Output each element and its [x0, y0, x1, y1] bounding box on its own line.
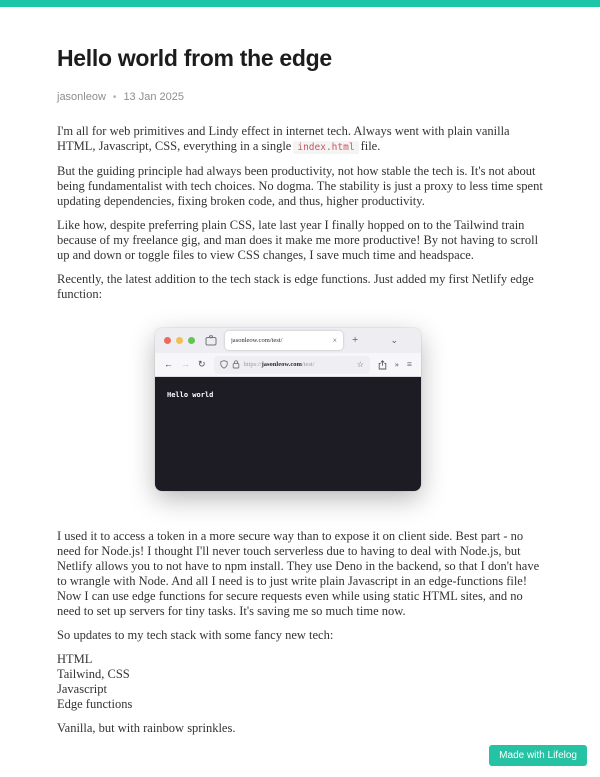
- post-container: [57, 45, 545, 736]
- back-icon: ←: [164, 359, 173, 369]
- tech-stack-list: [57, 652, 545, 712]
- top-accent-bar: [0, 0, 600, 7]
- share-icon: [378, 360, 387, 370]
- url-domain: jasonleow.com: [261, 361, 302, 368]
- paragraph-updates: So updates to my tech stack with some fancy new tech:: [57, 628, 334, 642]
- made-with-lifelog-badge[interactable]: Made with Lifelog: [489, 745, 587, 766]
- browser-tab-bar: [155, 328, 421, 353]
- url-protocol: https://: [243, 361, 262, 368]
- lock-icon: [232, 360, 240, 369]
- byline: [57, 91, 545, 103]
- traffic-lights: [164, 337, 195, 344]
- close-window-icon: [164, 337, 171, 344]
- article-body: [57, 124, 545, 736]
- paragraph-intro-tail: file.: [360, 139, 381, 153]
- shield-icon: [220, 360, 228, 369]
- firefox-view-icon: [205, 335, 217, 346]
- post-date: 13 Jan 2025: [123, 91, 184, 103]
- stack-item-html: HTML: [57, 652, 93, 666]
- tab-title: jasonleow.com/test/: [231, 337, 283, 344]
- stack-item-edge-functions: Edge functions: [57, 697, 133, 711]
- paragraph-edge-functions: Recently, the latest addition to the tech stack is edge functions. Just added my first Netlify edge function:: [57, 272, 534, 301]
- url-bar: [214, 356, 370, 374]
- browser-window-image: [155, 328, 421, 491]
- page-title: Hello world from the edge: [57, 45, 332, 71]
- tab-list-chevron-icon: ⌄: [390, 335, 398, 345]
- browser-viewport: [155, 377, 421, 491]
- paragraph-productivity: But the guiding principle had always been productivity, not how stable the tech is. It's not about being fundamentalist with tech choices. No dogma. The stability is just a proxy to less time spent updating dependencies, fixing broken code, and thus, higher productivity.: [57, 164, 543, 208]
- minimize-window-icon: [176, 337, 183, 344]
- paragraph-closing: Vanilla, but with rainbow sprinkles.: [57, 721, 236, 735]
- paragraph-token: I used it to access a token in a more secure way than to expose it on client side. Best part - no need for Node.js! I thought I'll never touch serverless due to having to deal with Node.js, but Netlify allows you to not have to npm install. They use Deno in the backend, so that I don't have to wrangle with Node. And all I need is to just write plain Javascript in an edge-functions file! Now I can use edge functions for secure requests even while using static HTML sites, and no need to set up servers for tiny tasks. It's saving me so much time now.: [57, 529, 540, 618]
- browser-toolbar: [155, 353, 421, 377]
- tab-close-icon: ×: [332, 335, 337, 345]
- author-name: jasonleow: [57, 91, 106, 103]
- paragraph-intro: [57, 124, 545, 155]
- bookmark-star-icon: ☆: [356, 359, 364, 369]
- paragraph-tailwind: Like how, despite preferring plain CSS, late last year I finally hopped on to the Tailwind train because of my freelance gig, and man does it make me more productive! By not having to scroll up and down or toggle files to view CSS changes, I save much time and headspace.: [57, 218, 539, 262]
- paragraph-intro-text: I'm all for web primitives and Lindy effect in internet tech. Always went with plain vanilla HTML, Javascript, CSS, everything in a single: [57, 124, 510, 153]
- url-text: [244, 357, 315, 372]
- stack-item-tailwind-css: Tailwind, CSS: [57, 667, 130, 681]
- forward-icon: →: [181, 359, 190, 369]
- embedded-screenshot-figure: [57, 328, 545, 491]
- browser-tab: [225, 331, 343, 350]
- byline-separator: •: [112, 91, 117, 103]
- reload-icon: ↻: [198, 359, 206, 369]
- hello-world-text: Hello world: [167, 391, 214, 399]
- menu-icon: ≡: [406, 359, 412, 369]
- inline-code-chip: index.html: [293, 141, 358, 154]
- new-tab-icon: +: [352, 334, 359, 346]
- zoom-window-icon: [188, 337, 195, 344]
- overflow-chevron-icon: »: [394, 359, 399, 369]
- stack-item-javascript: Javascript: [57, 682, 107, 696]
- url-path: /test/: [301, 361, 315, 368]
